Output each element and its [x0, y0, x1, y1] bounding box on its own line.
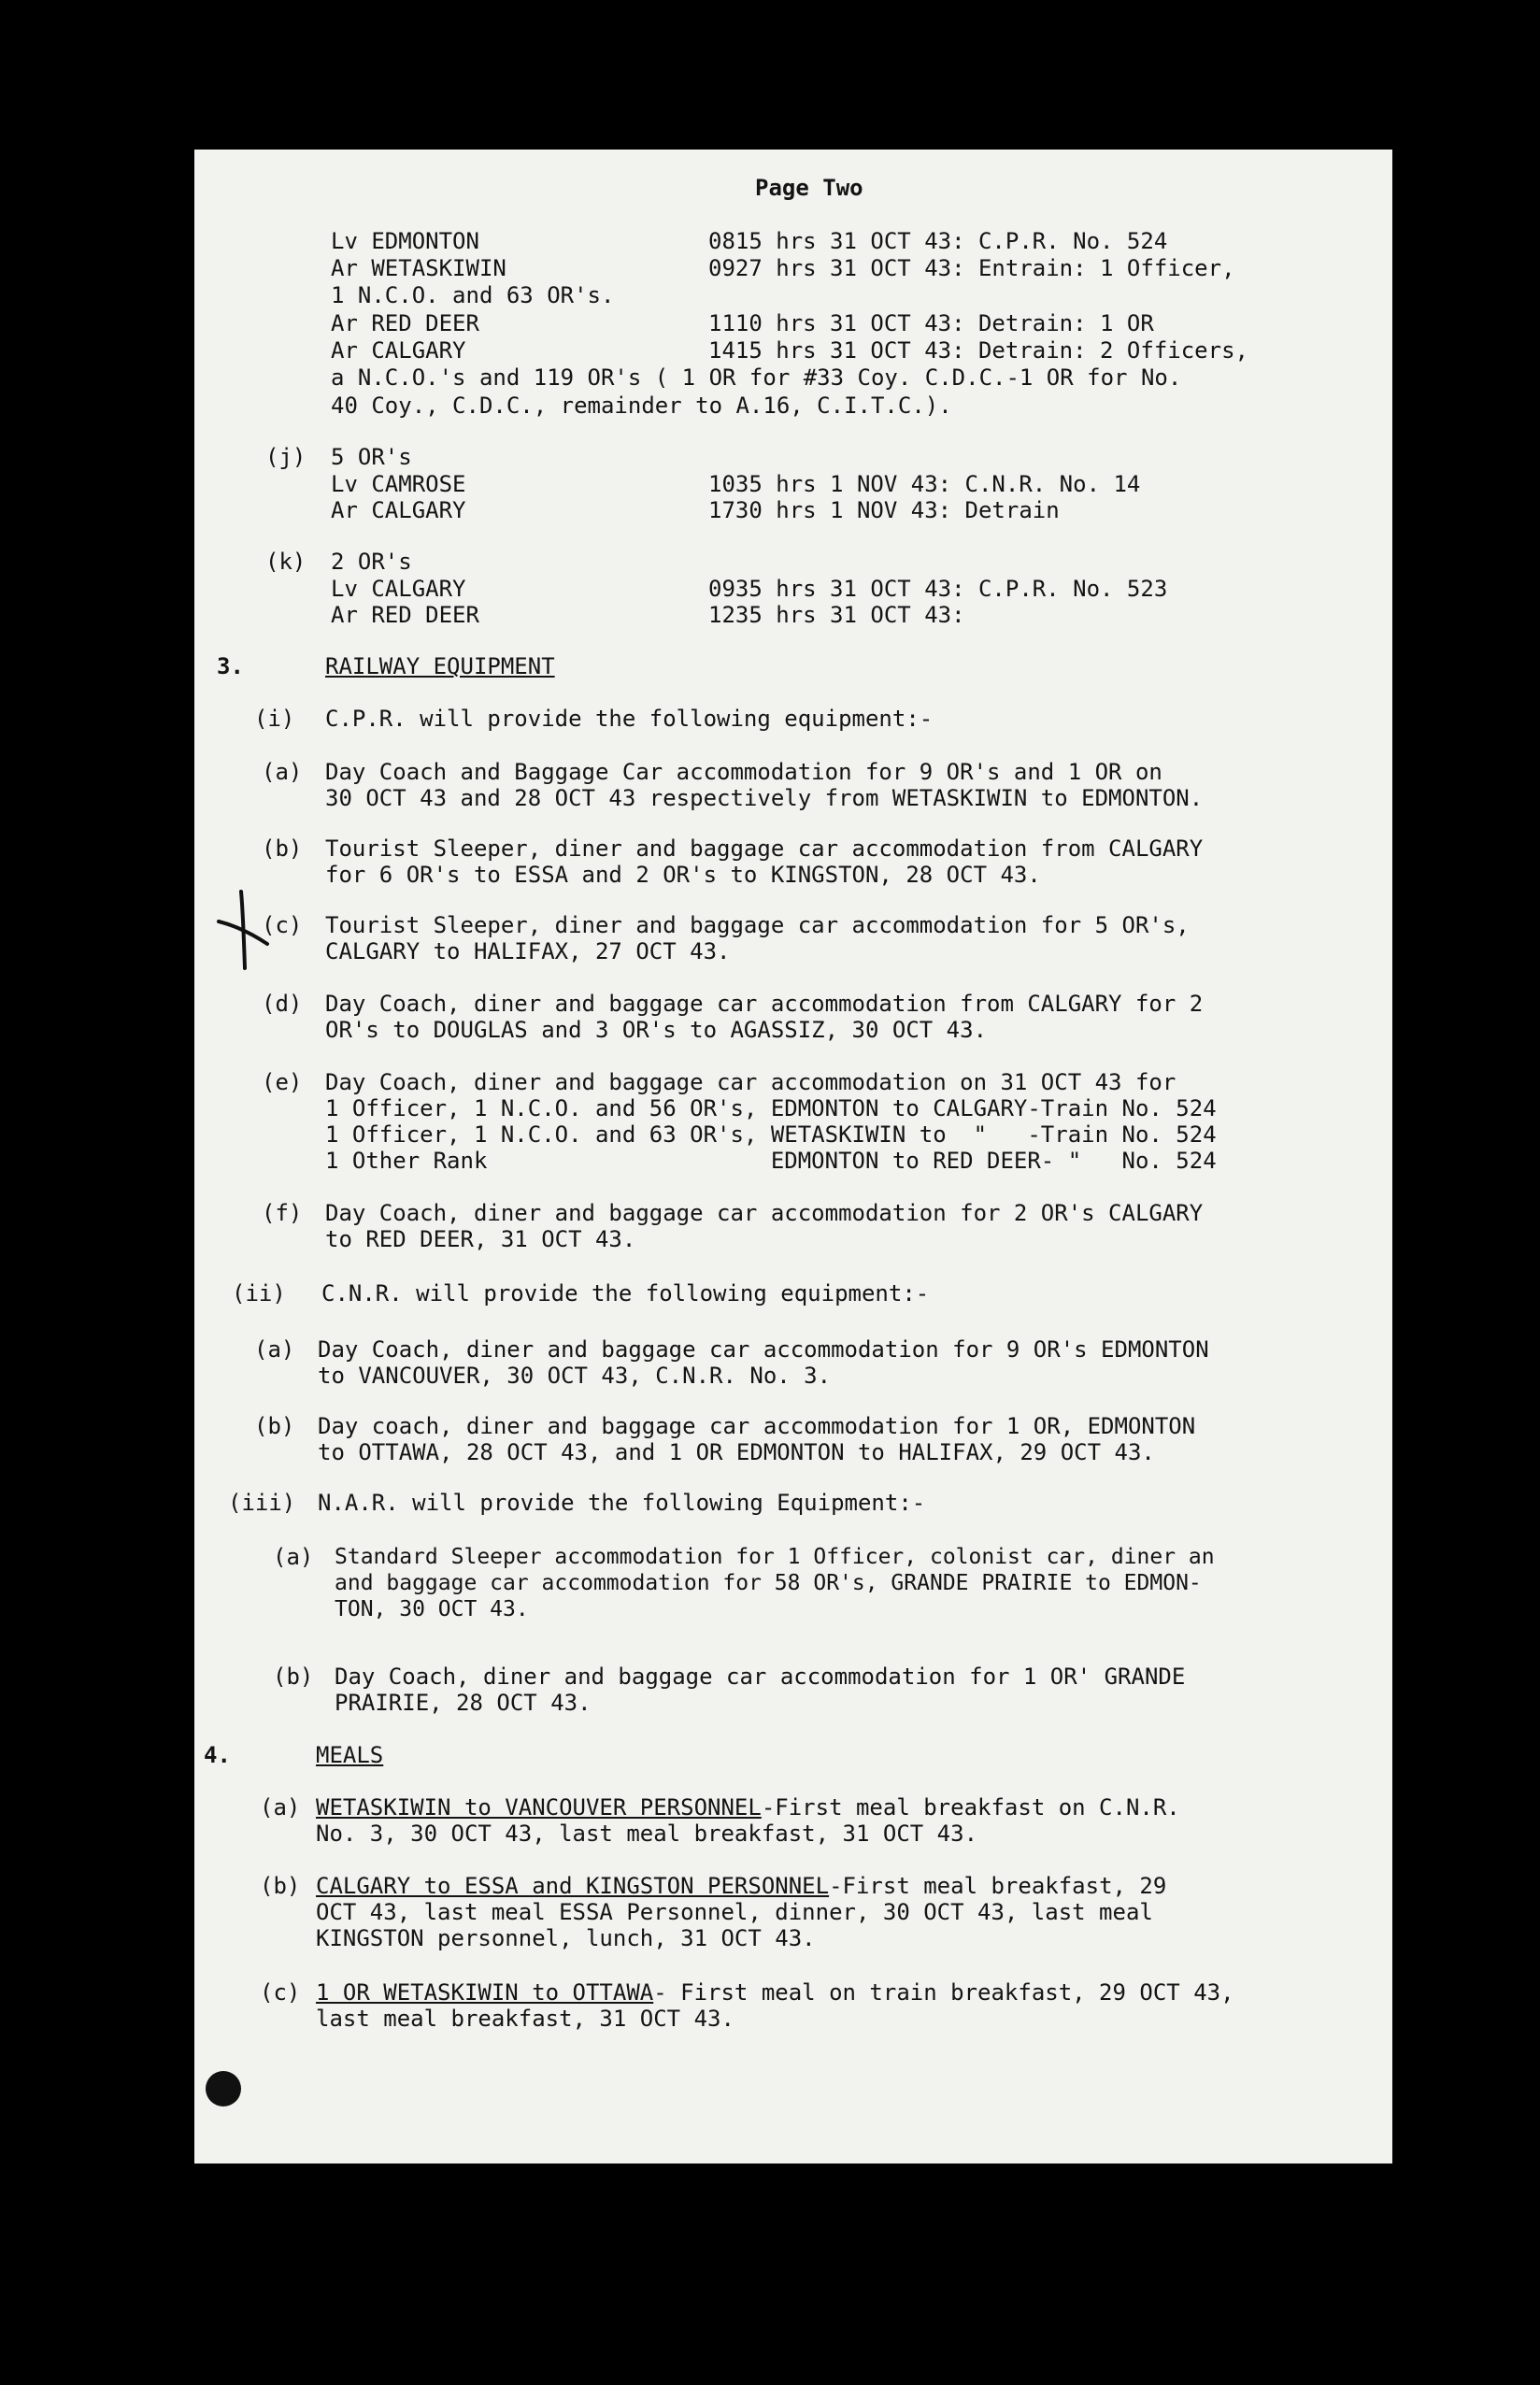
item-marker: (c): [262, 912, 303, 938]
travel-line-right: 0815 hrs 31 OCT 43: C.P.R. No. 524: [708, 228, 1168, 254]
item-marker: (a): [254, 1336, 295, 1363]
travel-line-left: Lv CALGARY: [331, 576, 466, 602]
item-line: Day Coach, diner and baggage car accommodation from CALGARY for 2: [325, 991, 1204, 1017]
meal-personnel-label: WETASKIWIN to VANCOUVER PERSONNEL: [316, 1794, 762, 1821]
travel-line-right: 1110 hrs 31 OCT 43: Detrain: 1 OR: [708, 310, 1154, 336]
subsection-marker: (i): [254, 706, 295, 732]
item-marker: (j): [265, 444, 307, 470]
item-line: to VANCOUVER, 30 OCT 43, C.N.R. No. 3.: [318, 1363, 832, 1389]
page-title: Page Two: [755, 175, 863, 201]
punch-hole: [206, 2071, 241, 2107]
item-line: Day Coach, diner and baggage car accommodation for 9 OR's EDMONTON: [318, 1336, 1209, 1363]
subsection-intro: C.P.R. will provide the following equipment:-: [325, 706, 934, 732]
subsection-marker: (ii): [232, 1280, 286, 1307]
travel-line-right: 0927 hrs 31 OCT 43: Entrain: 1 Officer,: [708, 255, 1235, 281]
travel-line-left: Ar RED DEER: [331, 310, 479, 336]
section-number: 4.: [204, 1742, 231, 1768]
item-line: and baggage car accommodation for 58 OR's, GRANDE PRAIRIE to EDMON-: [335, 1571, 1202, 1595]
travel-line-left: Ar WETASKIWIN: [331, 255, 506, 281]
section-heading: MEALS: [316, 1742, 384, 1768]
item-line: KINGSTON personnel, lunch, 31 OCT 43.: [316, 1925, 816, 1951]
item-marker: (b): [262, 835, 303, 862]
item-line: Day Coach, diner and baggage car accommodation on 31 OCT 43 for: [325, 1069, 1176, 1095]
item-line: 1 Other Rank EDMONTON to RED DEER- " No. 524: [325, 1148, 1217, 1174]
item-line: 1 Officer, 1 N.C.O. and 63 OR's, WETASKIWIN to " -Train No. 524: [325, 1121, 1217, 1148]
item-marker: (f): [262, 1200, 303, 1226]
travel-line-right: 1035 hrs 1 NOV 43: C.N.R. No. 14: [708, 471, 1141, 497]
item-line: OCT 43, last meal ESSA Personnel, dinner, 30 OCT 43, last meal: [316, 1899, 1153, 1925]
item-line: CALGARY to HALIFAX, 27 OCT 43.: [325, 938, 731, 964]
travel-line-left: Lv CAMROSE: [331, 471, 466, 497]
item-line: Day Coach, diner and baggage car accommodation for 1 OR' GRANDE: [335, 1664, 1186, 1690]
subsection-intro: N.A.R. will provide the following Equipment:-: [318, 1490, 926, 1516]
item-line: for 6 OR's to ESSA and 2 OR's to KINGSTON, 28 OCT 43.: [325, 862, 1041, 888]
item-line: OR's to DOUGLAS and 3 OR's to AGASSIZ, 30 OCT 43.: [325, 1017, 988, 1043]
item-marker: (b): [273, 1664, 314, 1690]
item-line: PRAIRIE, 28 OCT 43.: [335, 1690, 592, 1716]
travel-line-left: Lv EDMONTON: [331, 228, 479, 254]
travel-line-left: a N.C.O.'s and 119 OR's ( 1 OR for #33 Coy. C.D.C.-1 OR for No.: [331, 364, 1182, 391]
travel-line-left: 40 Coy., C.D.C., remainder to A.16, C.I.T.C.).: [331, 393, 952, 419]
item-line: to OTTAWA, 28 OCT 43, and 1 OR EDMONTON to HALIFAX, 29 OCT 43.: [318, 1439, 1155, 1465]
item-line: Day Coach and Baggage Car accommodation for 9 OR's and 1 OR on: [325, 759, 1162, 785]
meal-personnel-label: 1 OR WETASKIWIN to OTTAWA: [316, 1979, 654, 2006]
item-marker: (k): [265, 549, 307, 575]
item-line: Tourist Sleeper, diner and baggage car accommodation from CALGARY: [325, 835, 1204, 862]
item-marker: (a): [260, 1794, 301, 1821]
item-marker: (c): [260, 1979, 301, 2006]
item-line: Standard Sleeper accommodation for 1 Officer, colonist car, diner an: [335, 1545, 1215, 1569]
travel-line-right: 0935 hrs 31 OCT 43: C.P.R. No. 523: [708, 576, 1168, 602]
item-head: 2 OR's: [331, 549, 412, 575]
item-marker: (a): [262, 759, 303, 785]
meal-detail: -First meal breakfast on C.N.R.: [761, 1794, 1180, 1821]
item-line: Tourist Sleeper, diner and baggage car accommodation for 5 OR's,: [325, 912, 1190, 938]
item-line: 30 OCT 43 and 28 OCT 43 respectively from WETASKIWIN to EDMONTON.: [325, 785, 1204, 811]
travel-line-right: 1235 hrs 31 OCT 43:: [708, 602, 965, 628]
section-number: 3.: [217, 653, 244, 679]
section-heading: RAILWAY EQUIPMENT: [325, 653, 555, 679]
item-line: to RED DEER, 31 OCT 43.: [325, 1226, 636, 1252]
subsection-intro: C.N.R. will provide the following equipment:-: [321, 1280, 930, 1307]
item-marker: (d): [262, 991, 303, 1017]
travel-line-left: Ar CALGARY: [331, 337, 466, 364]
item-line: 1 Officer, 1 N.C.O. and 56 OR's, EDMONTON to CALGARY-Train No. 524: [325, 1095, 1217, 1121]
travel-line-left: 1 N.C.O. and 63 OR's.: [331, 282, 615, 308]
item-marker: (b): [254, 1413, 295, 1439]
travel-line-left: Ar CALGARY: [331, 497, 466, 523]
item-head: 5 OR's: [331, 444, 412, 470]
item-marker: (e): [262, 1069, 303, 1095]
meal-detail: - First meal on train breakfast, 29 OCT 43,: [653, 1979, 1234, 2006]
item-line: last meal breakfast, 31 OCT 43.: [316, 2006, 734, 2032]
item-line: TON, 30 OCT 43.: [335, 1597, 529, 1621]
item-marker: (b): [260, 1873, 301, 1899]
meal-detail: -First meal breakfast, 29: [829, 1873, 1167, 1899]
travel-line-right: 1730 hrs 1 NOV 43: Detrain: [708, 497, 1060, 523]
item-line: Day coach, diner and baggage car accommodation for 1 OR, EDMONTON: [318, 1413, 1196, 1439]
travel-line-right: 1415 hrs 31 OCT 43: Detrain: 2 Officers,: [708, 337, 1248, 364]
item-line: Day Coach, diner and baggage car accommodation for 2 OR's CALGARY: [325, 1200, 1204, 1226]
document-page: [194, 150, 1392, 2164]
item-marker: (a): [273, 1544, 314, 1570]
subsection-marker: (iii): [228, 1490, 296, 1516]
item-line: No. 3, 30 OCT 43, last meal breakfast, 31 OCT 43.: [316, 1821, 978, 1847]
travel-line-left: Ar RED DEER: [331, 602, 479, 628]
meal-personnel-label: CALGARY to ESSA and KINGSTON PERSONNEL: [316, 1873, 830, 1899]
